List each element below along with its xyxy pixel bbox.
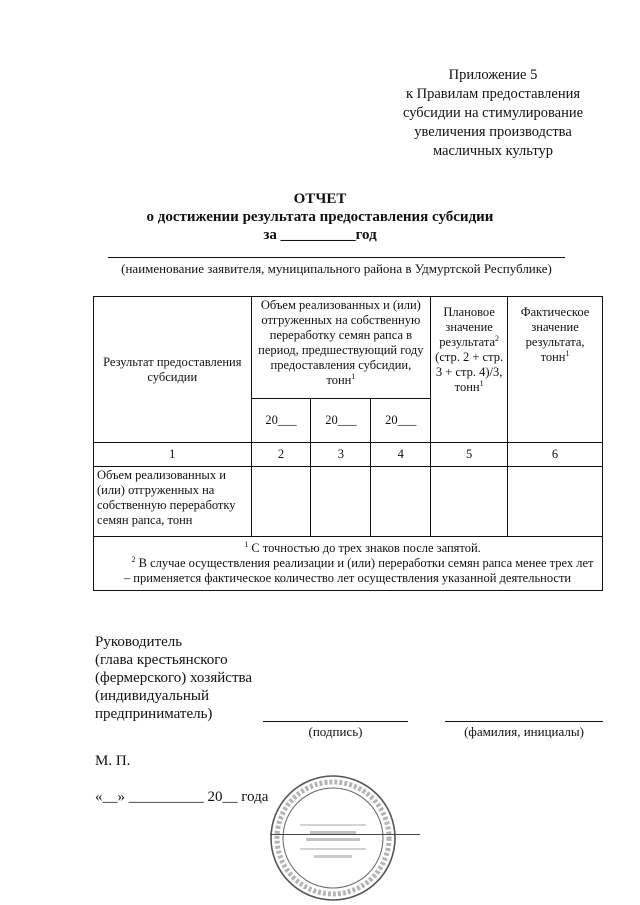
header-planned-formula: (стр. 2 + стр. 3 + стр. 4)/3, тонн bbox=[435, 350, 504, 394]
footnotes-cell bbox=[94, 537, 603, 591]
appendix-line: Приложение 5 bbox=[448, 67, 538, 83]
column-number: 2 bbox=[251, 443, 311, 467]
column-number: 5 bbox=[431, 443, 508, 467]
stamp-center-text bbox=[306, 838, 360, 841]
official-stamp bbox=[268, 773, 398, 903]
footnote-2-text: В случае осуществления реализации и (или) переработки семян рапса менее трех лет – применяется фактическое количество лет осуществления указанной деятельности bbox=[123, 556, 594, 585]
header-actual-cell bbox=[508, 297, 603, 443]
signer-line: Руководитель bbox=[95, 634, 183, 650]
stamp-center-text bbox=[314, 855, 352, 858]
name-caption: (фамилия, инициалы) bbox=[464, 724, 584, 739]
footnote-ref: 1 bbox=[565, 348, 570, 358]
signer-line: (глава крестьянского bbox=[95, 652, 228, 668]
report-table bbox=[93, 296, 603, 591]
year-cell: 20___ bbox=[251, 399, 311, 443]
footnote-ref: 1 bbox=[479, 378, 484, 388]
appendix-block bbox=[398, 66, 588, 161]
stamp-underline bbox=[270, 834, 420, 835]
footnote-1-text: С точностью до трех знаков после запятой. bbox=[251, 541, 481, 555]
data-cell bbox=[508, 467, 603, 537]
header-actual-text: Фактическое значение результата, тонн bbox=[520, 305, 590, 364]
year-cell: 20___ bbox=[371, 399, 431, 443]
column-number: 3 bbox=[311, 443, 371, 467]
column-number: 4 bbox=[371, 443, 431, 467]
period-blank: __________ bbox=[280, 227, 356, 243]
appendix-line: к Правилам предоставления bbox=[405, 86, 581, 102]
header-volume-cell bbox=[251, 297, 431, 399]
data-cell bbox=[431, 467, 508, 537]
signer-line: (фермерского) хозяйства bbox=[95, 670, 253, 686]
row-label: Объем реализованных и (или) отгруженных на собственную переработку семян рапса, тонн bbox=[94, 467, 252, 537]
applicant-name-line bbox=[108, 257, 565, 258]
report-title: ОТЧЕТ bbox=[293, 191, 347, 207]
seal-place-label: М. П. bbox=[95, 753, 131, 769]
period-suffix: год bbox=[355, 227, 377, 243]
footnote-ref: 1 bbox=[351, 371, 356, 381]
footnote-ref: 2 bbox=[495, 333, 500, 343]
header-result-text: Результат предоставления субсидии bbox=[103, 354, 242, 384]
footnote-1 bbox=[98, 541, 597, 556]
data-cell bbox=[311, 467, 371, 537]
data-cell bbox=[251, 467, 311, 537]
header-result-cell bbox=[94, 297, 252, 443]
signature-line bbox=[263, 721, 408, 722]
signer-block bbox=[95, 633, 252, 723]
footnote-marker: 2 bbox=[131, 554, 136, 564]
report-subtitle: о достижении результата предоставления субсидии bbox=[146, 209, 494, 225]
report-period bbox=[0, 227, 640, 244]
signature-caption: (подпись) bbox=[308, 724, 363, 739]
signer-line: (индивидуальный bbox=[95, 688, 210, 704]
header-planned-text: Плановое значение результата bbox=[439, 305, 496, 349]
footnote-2 bbox=[98, 556, 597, 586]
data-cell bbox=[371, 467, 431, 537]
appendix-line: субсидии на стимулирование bbox=[402, 105, 584, 121]
column-number: 6 bbox=[508, 443, 603, 467]
applicant-caption: (наименование заявителя, муниципального района в Удмуртской Республике) bbox=[121, 261, 552, 276]
signer-line: предприниматель) bbox=[95, 706, 213, 722]
period-prefix: за bbox=[263, 227, 277, 243]
appendix-line: увеличения производства bbox=[414, 124, 572, 140]
name-line bbox=[445, 721, 603, 722]
appendix-line: масличных культур bbox=[432, 143, 553, 159]
footnote-marker: 1 bbox=[244, 539, 249, 549]
year-cell: 20___ bbox=[311, 399, 371, 443]
date-line: «__» __________ 20__ года bbox=[95, 789, 269, 805]
column-number: 1 bbox=[94, 443, 252, 467]
header-volume-text: Объем реализованных и (или) отгруженных на собственную переработку семян рапса в период, предшествующий году предоставления субсидии, тонн bbox=[258, 298, 424, 387]
header-planned-cell bbox=[431, 297, 508, 443]
